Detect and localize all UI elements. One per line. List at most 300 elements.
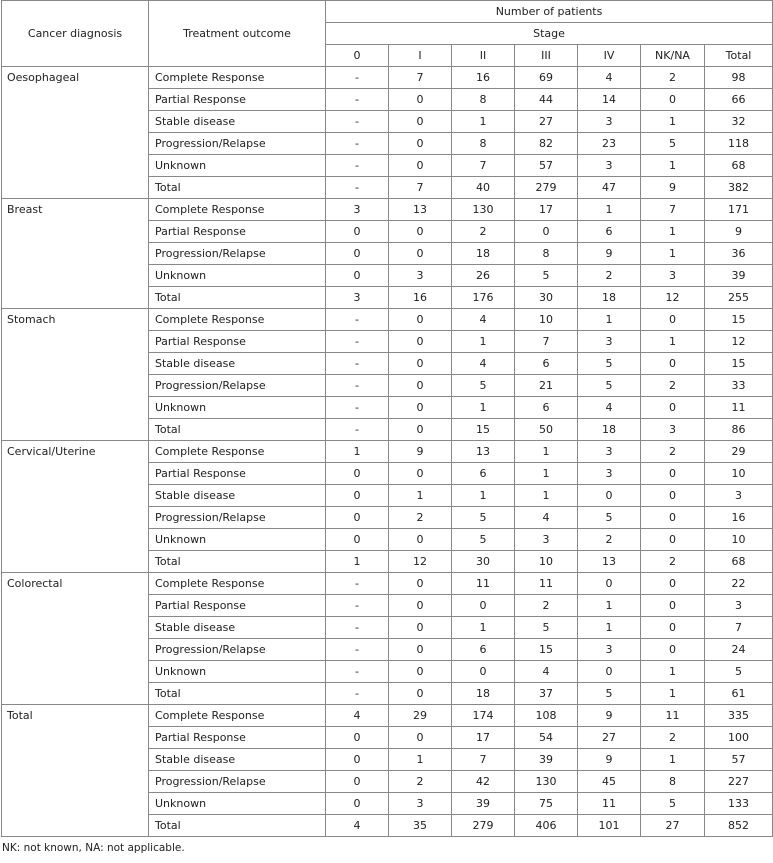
patient-count-cell: 2: [452, 221, 515, 243]
patient-count-cell: 1: [641, 221, 705, 243]
cancer-diagnosis-cell: Stomach: [2, 309, 149, 441]
patient-count-cell: 0: [641, 353, 705, 375]
table-row: [2, 705, 773, 727]
patient-count-cell: 1: [641, 111, 705, 133]
patient-count-cell: -: [326, 155, 389, 177]
treatment-outcome-cell: Partial Response: [149, 463, 326, 485]
patient-count-cell: -: [326, 573, 389, 595]
patient-count-cell: 0: [641, 485, 705, 507]
table-footnote: NK: not known, NA: not applicable.: [2, 842, 185, 854]
patient-count-cell: 176: [452, 287, 515, 309]
header-cancer-diagnosis: Cancer diagnosis: [2, 1, 149, 67]
patient-count-cell: 3: [326, 199, 389, 221]
patient-count-cell: -: [326, 639, 389, 661]
patient-count-cell: -: [326, 353, 389, 375]
treatment-outcome-cell: Partial Response: [149, 727, 326, 749]
patient-count-cell: 8: [515, 243, 578, 265]
patient-count-cell: 33: [705, 375, 773, 397]
patient-count-cell: 3: [326, 287, 389, 309]
treatment-outcome-cell: Stable disease: [149, 353, 326, 375]
patient-count-cell: 108: [515, 705, 578, 727]
patient-count-cell: 11: [578, 793, 641, 815]
patient-count-cell: 174: [452, 705, 515, 727]
patient-count-cell: 3: [641, 265, 705, 287]
treatment-outcome-cell: Total: [149, 419, 326, 441]
patient-count-cell: 6: [578, 221, 641, 243]
patient-count-cell: 1: [326, 551, 389, 573]
patient-count-cell: 5: [641, 133, 705, 155]
patient-count-cell: 0: [389, 661, 452, 683]
patient-count-cell: 18: [578, 419, 641, 441]
patient-count-cell: 0: [389, 529, 452, 551]
patient-count-cell: 11: [515, 573, 578, 595]
cancer-diagnosis-cell: Colorectal: [2, 573, 149, 705]
treatment-outcome-cell: Partial Response: [149, 221, 326, 243]
cancer-diagnosis-cell: Total: [2, 705, 149, 837]
patient-count-cell: 44: [515, 89, 578, 111]
patient-count-cell: 0: [389, 727, 452, 749]
patient-count-cell: 5: [452, 507, 515, 529]
patient-count-cell: 5: [705, 661, 773, 683]
patient-count-cell: 24: [705, 639, 773, 661]
patient-count-cell: 5: [578, 507, 641, 529]
treatment-outcome-cell: Complete Response: [149, 573, 326, 595]
patient-count-cell: 27: [578, 727, 641, 749]
patient-count-cell: 0: [641, 595, 705, 617]
patient-count-cell: 3: [578, 111, 641, 133]
patient-count-cell: 171: [705, 199, 773, 221]
patient-count-cell: 406: [515, 815, 578, 837]
treatment-outcome-cell: Progression/Relapse: [149, 133, 326, 155]
patient-count-cell: 2: [578, 529, 641, 551]
patient-count-cell: 6: [515, 397, 578, 419]
patient-count-cell: 0: [641, 309, 705, 331]
patient-count-cell: 0: [641, 507, 705, 529]
patient-count-cell: 18: [452, 243, 515, 265]
treatment-outcome-cell: Stable disease: [149, 485, 326, 507]
patient-count-cell: 17: [515, 199, 578, 221]
table-row: [2, 309, 773, 331]
patient-count-cell: 133: [705, 793, 773, 815]
patient-count-cell: 7: [641, 199, 705, 221]
patient-count-cell: 1: [389, 485, 452, 507]
patient-count-cell: 0: [389, 617, 452, 639]
table-row: [2, 573, 773, 595]
patient-count-cell: 852: [705, 815, 773, 837]
patient-count-cell: 0: [641, 529, 705, 551]
patient-count-cell: 0: [389, 331, 452, 353]
patient-count-cell: 0: [326, 771, 389, 793]
patient-count-cell: 0: [515, 221, 578, 243]
patient-count-cell: 9: [389, 441, 452, 463]
patient-count-cell: 13: [452, 441, 515, 463]
patient-count-cell: 118: [705, 133, 773, 155]
treatment-outcome-cell: Total: [149, 815, 326, 837]
patient-count-cell: 1: [578, 617, 641, 639]
patient-count-cell: 0: [389, 419, 452, 441]
patient-count-cell: 0: [326, 529, 389, 551]
patient-count-cell: 0: [389, 639, 452, 661]
patient-count-cell: 15: [705, 309, 773, 331]
patient-count-cell: 0: [389, 133, 452, 155]
patient-count-cell: 5: [578, 683, 641, 705]
patient-count-cell: -: [326, 111, 389, 133]
patient-count-cell: -: [326, 397, 389, 419]
patient-count-cell: 1: [452, 617, 515, 639]
patient-count-cell: 98: [705, 67, 773, 89]
treatment-outcome-cell: Unknown: [149, 529, 326, 551]
patient-count-cell: 1: [641, 155, 705, 177]
header-stage-col: II: [452, 45, 515, 67]
header-stage-col: NK/NA: [641, 45, 705, 67]
patient-count-cell: 0: [452, 595, 515, 617]
patient-count-cell: 7: [515, 331, 578, 353]
treatment-outcome-cell: Total: [149, 551, 326, 573]
patient-count-cell: 0: [389, 683, 452, 705]
patient-count-cell: 0: [389, 375, 452, 397]
treatment-outcome-cell: Stable disease: [149, 617, 326, 639]
patient-count-cell: 5: [515, 617, 578, 639]
patient-count-cell: 5: [641, 793, 705, 815]
patient-count-cell: 12: [389, 551, 452, 573]
patient-count-cell: 1: [389, 749, 452, 771]
patient-count-cell: 3: [578, 639, 641, 661]
treatment-outcome-cell: Stable disease: [149, 749, 326, 771]
patient-count-cell: 0: [641, 89, 705, 111]
header-number-of-patients: Number of patients: [326, 1, 773, 23]
patient-count-cell: 9: [578, 705, 641, 727]
patient-count-cell: -: [326, 661, 389, 683]
patient-count-cell: 10: [515, 309, 578, 331]
patient-count-cell: 0: [326, 221, 389, 243]
patient-count-cell: 32: [705, 111, 773, 133]
patient-count-cell: 0: [389, 243, 452, 265]
patient-count-cell: 13: [578, 551, 641, 573]
patient-count-cell: 3: [389, 793, 452, 815]
patient-count-cell: 57: [705, 749, 773, 771]
header-stage-col: Total: [705, 45, 773, 67]
treatment-outcome-cell: Unknown: [149, 397, 326, 419]
patient-count-cell: 30: [515, 287, 578, 309]
treatment-outcome-cell: Complete Response: [149, 705, 326, 727]
patient-count-cell: 0: [578, 573, 641, 595]
patient-count-cell: 382: [705, 177, 773, 199]
patient-count-cell: 42: [452, 771, 515, 793]
patient-count-cell: 68: [705, 551, 773, 573]
patient-count-cell: 27: [641, 815, 705, 837]
patient-count-cell: 15: [452, 419, 515, 441]
patient-count-cell: 0: [389, 397, 452, 419]
patient-count-cell: 69: [515, 67, 578, 89]
patient-count-cell: 0: [389, 595, 452, 617]
patient-count-cell: 11: [705, 397, 773, 419]
patient-count-cell: 15: [705, 353, 773, 375]
patient-count-cell: 86: [705, 419, 773, 441]
patient-count-cell: 2: [641, 727, 705, 749]
treatment-outcome-cell: Progression/Relapse: [149, 375, 326, 397]
patient-count-cell: 0: [641, 463, 705, 485]
patient-count-cell: 1: [452, 331, 515, 353]
patient-count-cell: 5: [452, 529, 515, 551]
patient-count-cell: 3: [705, 485, 773, 507]
patient-count-cell: 1: [452, 485, 515, 507]
patient-count-cell: 0: [452, 661, 515, 683]
patient-count-cell: 10: [705, 463, 773, 485]
patient-count-cell: 4: [326, 815, 389, 837]
patient-count-cell: 1: [641, 749, 705, 771]
patient-count-cell: -: [326, 67, 389, 89]
patient-count-cell: 12: [641, 287, 705, 309]
patient-count-cell: 0: [578, 485, 641, 507]
patient-count-cell: 0: [326, 485, 389, 507]
cancer-diagnosis-cell: Oesophageal: [2, 67, 149, 199]
patient-count-cell: 0: [326, 507, 389, 529]
patient-count-cell: 0: [389, 89, 452, 111]
treatment-outcome-cell: Unknown: [149, 661, 326, 683]
patient-count-cell: -: [326, 683, 389, 705]
patient-count-cell: 1: [452, 397, 515, 419]
patient-count-cell: 17: [452, 727, 515, 749]
patient-count-cell: 11: [641, 705, 705, 727]
patient-count-cell: 16: [705, 507, 773, 529]
patients-table: [1, 0, 773, 837]
patient-count-cell: 4: [326, 705, 389, 727]
treatment-outcome-cell: Unknown: [149, 155, 326, 177]
patient-count-cell: -: [326, 331, 389, 353]
patient-count-cell: -: [326, 617, 389, 639]
patient-count-cell: 23: [578, 133, 641, 155]
patient-count-cell: 2: [578, 265, 641, 287]
treatment-outcome-cell: Stable disease: [149, 111, 326, 133]
patient-count-cell: 1: [578, 309, 641, 331]
patient-count-cell: 8: [641, 771, 705, 793]
cancer-diagnosis-cell: Cervical/Uterine: [2, 441, 149, 573]
patient-count-cell: 0: [641, 639, 705, 661]
patient-count-cell: 30: [452, 551, 515, 573]
patient-count-cell: 18: [578, 287, 641, 309]
treatment-outcome-cell: Progression/Relapse: [149, 243, 326, 265]
patient-count-cell: 12: [705, 331, 773, 353]
patient-count-cell: 4: [578, 397, 641, 419]
patient-count-cell: 14: [578, 89, 641, 111]
patient-count-cell: 1: [515, 485, 578, 507]
patient-count-cell: 0: [578, 661, 641, 683]
patient-count-cell: 29: [705, 441, 773, 463]
patient-count-cell: 50: [515, 419, 578, 441]
patient-count-cell: 3: [515, 529, 578, 551]
patient-count-cell: 130: [515, 771, 578, 793]
patient-count-cell: 255: [705, 287, 773, 309]
patient-count-cell: 0: [389, 353, 452, 375]
patient-count-cell: 13: [389, 199, 452, 221]
patient-count-cell: -: [326, 419, 389, 441]
patient-count-cell: 7: [452, 155, 515, 177]
patient-count-cell: 0: [326, 243, 389, 265]
patient-count-cell: 39: [452, 793, 515, 815]
patient-count-cell: 0: [326, 749, 389, 771]
patient-count-cell: 4: [515, 661, 578, 683]
patient-count-cell: 2: [389, 507, 452, 529]
patient-count-cell: 3: [705, 595, 773, 617]
patient-count-cell: 0: [641, 573, 705, 595]
patient-count-cell: 40: [452, 177, 515, 199]
patient-count-cell: 3: [578, 441, 641, 463]
treatment-outcome-cell: Complete Response: [149, 67, 326, 89]
patient-count-cell: 4: [452, 309, 515, 331]
patient-count-cell: 15: [515, 639, 578, 661]
patient-count-cell: 0: [389, 309, 452, 331]
patient-count-cell: 0: [641, 617, 705, 639]
patient-count-cell: 21: [515, 375, 578, 397]
patient-count-cell: 8: [452, 133, 515, 155]
patient-count-cell: 54: [515, 727, 578, 749]
cancer-diagnosis-cell: Breast: [2, 199, 149, 309]
treatment-outcome-cell: Complete Response: [149, 309, 326, 331]
patient-count-cell: 227: [705, 771, 773, 793]
treatment-outcome-cell: Progression/Relapse: [149, 639, 326, 661]
patient-count-cell: 1: [641, 661, 705, 683]
patient-count-cell: 1: [515, 463, 578, 485]
patient-count-cell: 7: [389, 67, 452, 89]
patient-count-cell: 57: [515, 155, 578, 177]
patient-count-cell: 279: [515, 177, 578, 199]
patient-count-cell: 2: [389, 771, 452, 793]
patient-count-cell: 0: [326, 265, 389, 287]
patient-count-cell: 7: [452, 749, 515, 771]
patient-count-cell: 2: [515, 595, 578, 617]
patient-count-cell: 47: [578, 177, 641, 199]
table-body: [2, 67, 773, 837]
header-treatment-outcome: Treatment outcome: [149, 1, 326, 67]
patient-count-cell: 5: [578, 375, 641, 397]
patient-count-cell: 0: [389, 111, 452, 133]
patient-count-cell: 10: [515, 551, 578, 573]
patient-count-cell: 39: [515, 749, 578, 771]
patient-count-cell: 45: [578, 771, 641, 793]
patient-count-cell: 0: [389, 463, 452, 485]
patient-count-cell: 2: [641, 375, 705, 397]
patient-count-cell: 68: [705, 155, 773, 177]
header-stage-col: III: [515, 45, 578, 67]
table-row: [2, 199, 773, 221]
treatment-outcome-cell: Progression/Relapse: [149, 771, 326, 793]
patient-count-cell: -: [326, 375, 389, 397]
patient-count-cell: 5: [578, 353, 641, 375]
patient-count-cell: 7: [705, 617, 773, 639]
patient-count-cell: 16: [452, 67, 515, 89]
patient-count-cell: 4: [452, 353, 515, 375]
patient-count-cell: 1: [578, 595, 641, 617]
patient-count-cell: 18: [452, 683, 515, 705]
patient-count-cell: 1: [641, 683, 705, 705]
patient-count-cell: 1: [578, 199, 641, 221]
patient-count-cell: -: [326, 89, 389, 111]
treatment-outcome-cell: Total: [149, 287, 326, 309]
patient-count-cell: 61: [705, 683, 773, 705]
patient-count-cell: 0: [326, 463, 389, 485]
patient-count-cell: 9: [578, 749, 641, 771]
treatment-outcome-cell: Partial Response: [149, 89, 326, 111]
patient-count-cell: 5: [515, 265, 578, 287]
patient-count-cell: 22: [705, 573, 773, 595]
patient-count-cell: 0: [389, 155, 452, 177]
patient-count-cell: 1: [452, 111, 515, 133]
header-stage-col: 0: [326, 45, 389, 67]
treatment-outcome-cell: Complete Response: [149, 441, 326, 463]
patient-count-cell: 27: [515, 111, 578, 133]
header-stage: Stage: [326, 23, 773, 45]
table-row: [2, 441, 773, 463]
patient-count-cell: 130: [452, 199, 515, 221]
patient-count-cell: 9: [705, 221, 773, 243]
patient-count-cell: 7: [389, 177, 452, 199]
header-stage-col: IV: [578, 45, 641, 67]
patient-count-cell: 39: [705, 265, 773, 287]
patient-count-cell: 3: [641, 419, 705, 441]
patient-count-cell: 3: [578, 155, 641, 177]
patient-count-cell: 4: [515, 507, 578, 529]
patient-count-cell: 5: [452, 375, 515, 397]
patient-count-cell: 3: [389, 265, 452, 287]
patient-count-cell: 35: [389, 815, 452, 837]
patient-count-cell: 1: [641, 331, 705, 353]
patient-count-cell: 2: [641, 441, 705, 463]
patient-count-cell: 0: [326, 793, 389, 815]
patient-count-cell: 3: [578, 463, 641, 485]
patient-count-cell: 82: [515, 133, 578, 155]
patient-count-cell: 10: [705, 529, 773, 551]
treatment-outcome-cell: Total: [149, 683, 326, 705]
patient-count-cell: 9: [578, 243, 641, 265]
patient-count-cell: 100: [705, 727, 773, 749]
patient-count-cell: -: [326, 177, 389, 199]
patient-count-cell: 4: [578, 67, 641, 89]
treatment-outcome-cell: Progression/Relapse: [149, 507, 326, 529]
patient-count-cell: 3: [578, 331, 641, 353]
patient-count-cell: 0: [389, 221, 452, 243]
patient-count-cell: -: [326, 133, 389, 155]
treatment-outcome-cell: Unknown: [149, 793, 326, 815]
treatment-outcome-cell: Partial Response: [149, 331, 326, 353]
patient-count-cell: 279: [452, 815, 515, 837]
patient-count-cell: 26: [452, 265, 515, 287]
patient-count-cell: 11: [452, 573, 515, 595]
table-header: [2, 1, 773, 67]
patient-count-cell: -: [326, 595, 389, 617]
treatment-outcome-cell: Partial Response: [149, 595, 326, 617]
patient-count-cell: 8: [452, 89, 515, 111]
treatment-outcome-cell: Total: [149, 177, 326, 199]
patient-count-cell: 37: [515, 683, 578, 705]
patient-count-cell: 0: [389, 573, 452, 595]
patient-count-cell: 101: [578, 815, 641, 837]
patient-count-cell: 66: [705, 89, 773, 111]
table-row: [2, 67, 773, 89]
patient-count-cell: 6: [515, 353, 578, 375]
patient-count-cell: 2: [641, 551, 705, 573]
patient-count-cell: 36: [705, 243, 773, 265]
patient-count-cell: -: [326, 309, 389, 331]
patient-count-cell: 75: [515, 793, 578, 815]
patient-count-cell: 6: [452, 463, 515, 485]
patient-count-cell: 16: [389, 287, 452, 309]
header-stage-col: I: [389, 45, 452, 67]
patient-count-cell: 1: [326, 441, 389, 463]
patient-count-cell: 335: [705, 705, 773, 727]
patient-count-cell: 2: [641, 67, 705, 89]
patient-count-cell: 9: [641, 177, 705, 199]
patient-count-cell: 1: [641, 243, 705, 265]
